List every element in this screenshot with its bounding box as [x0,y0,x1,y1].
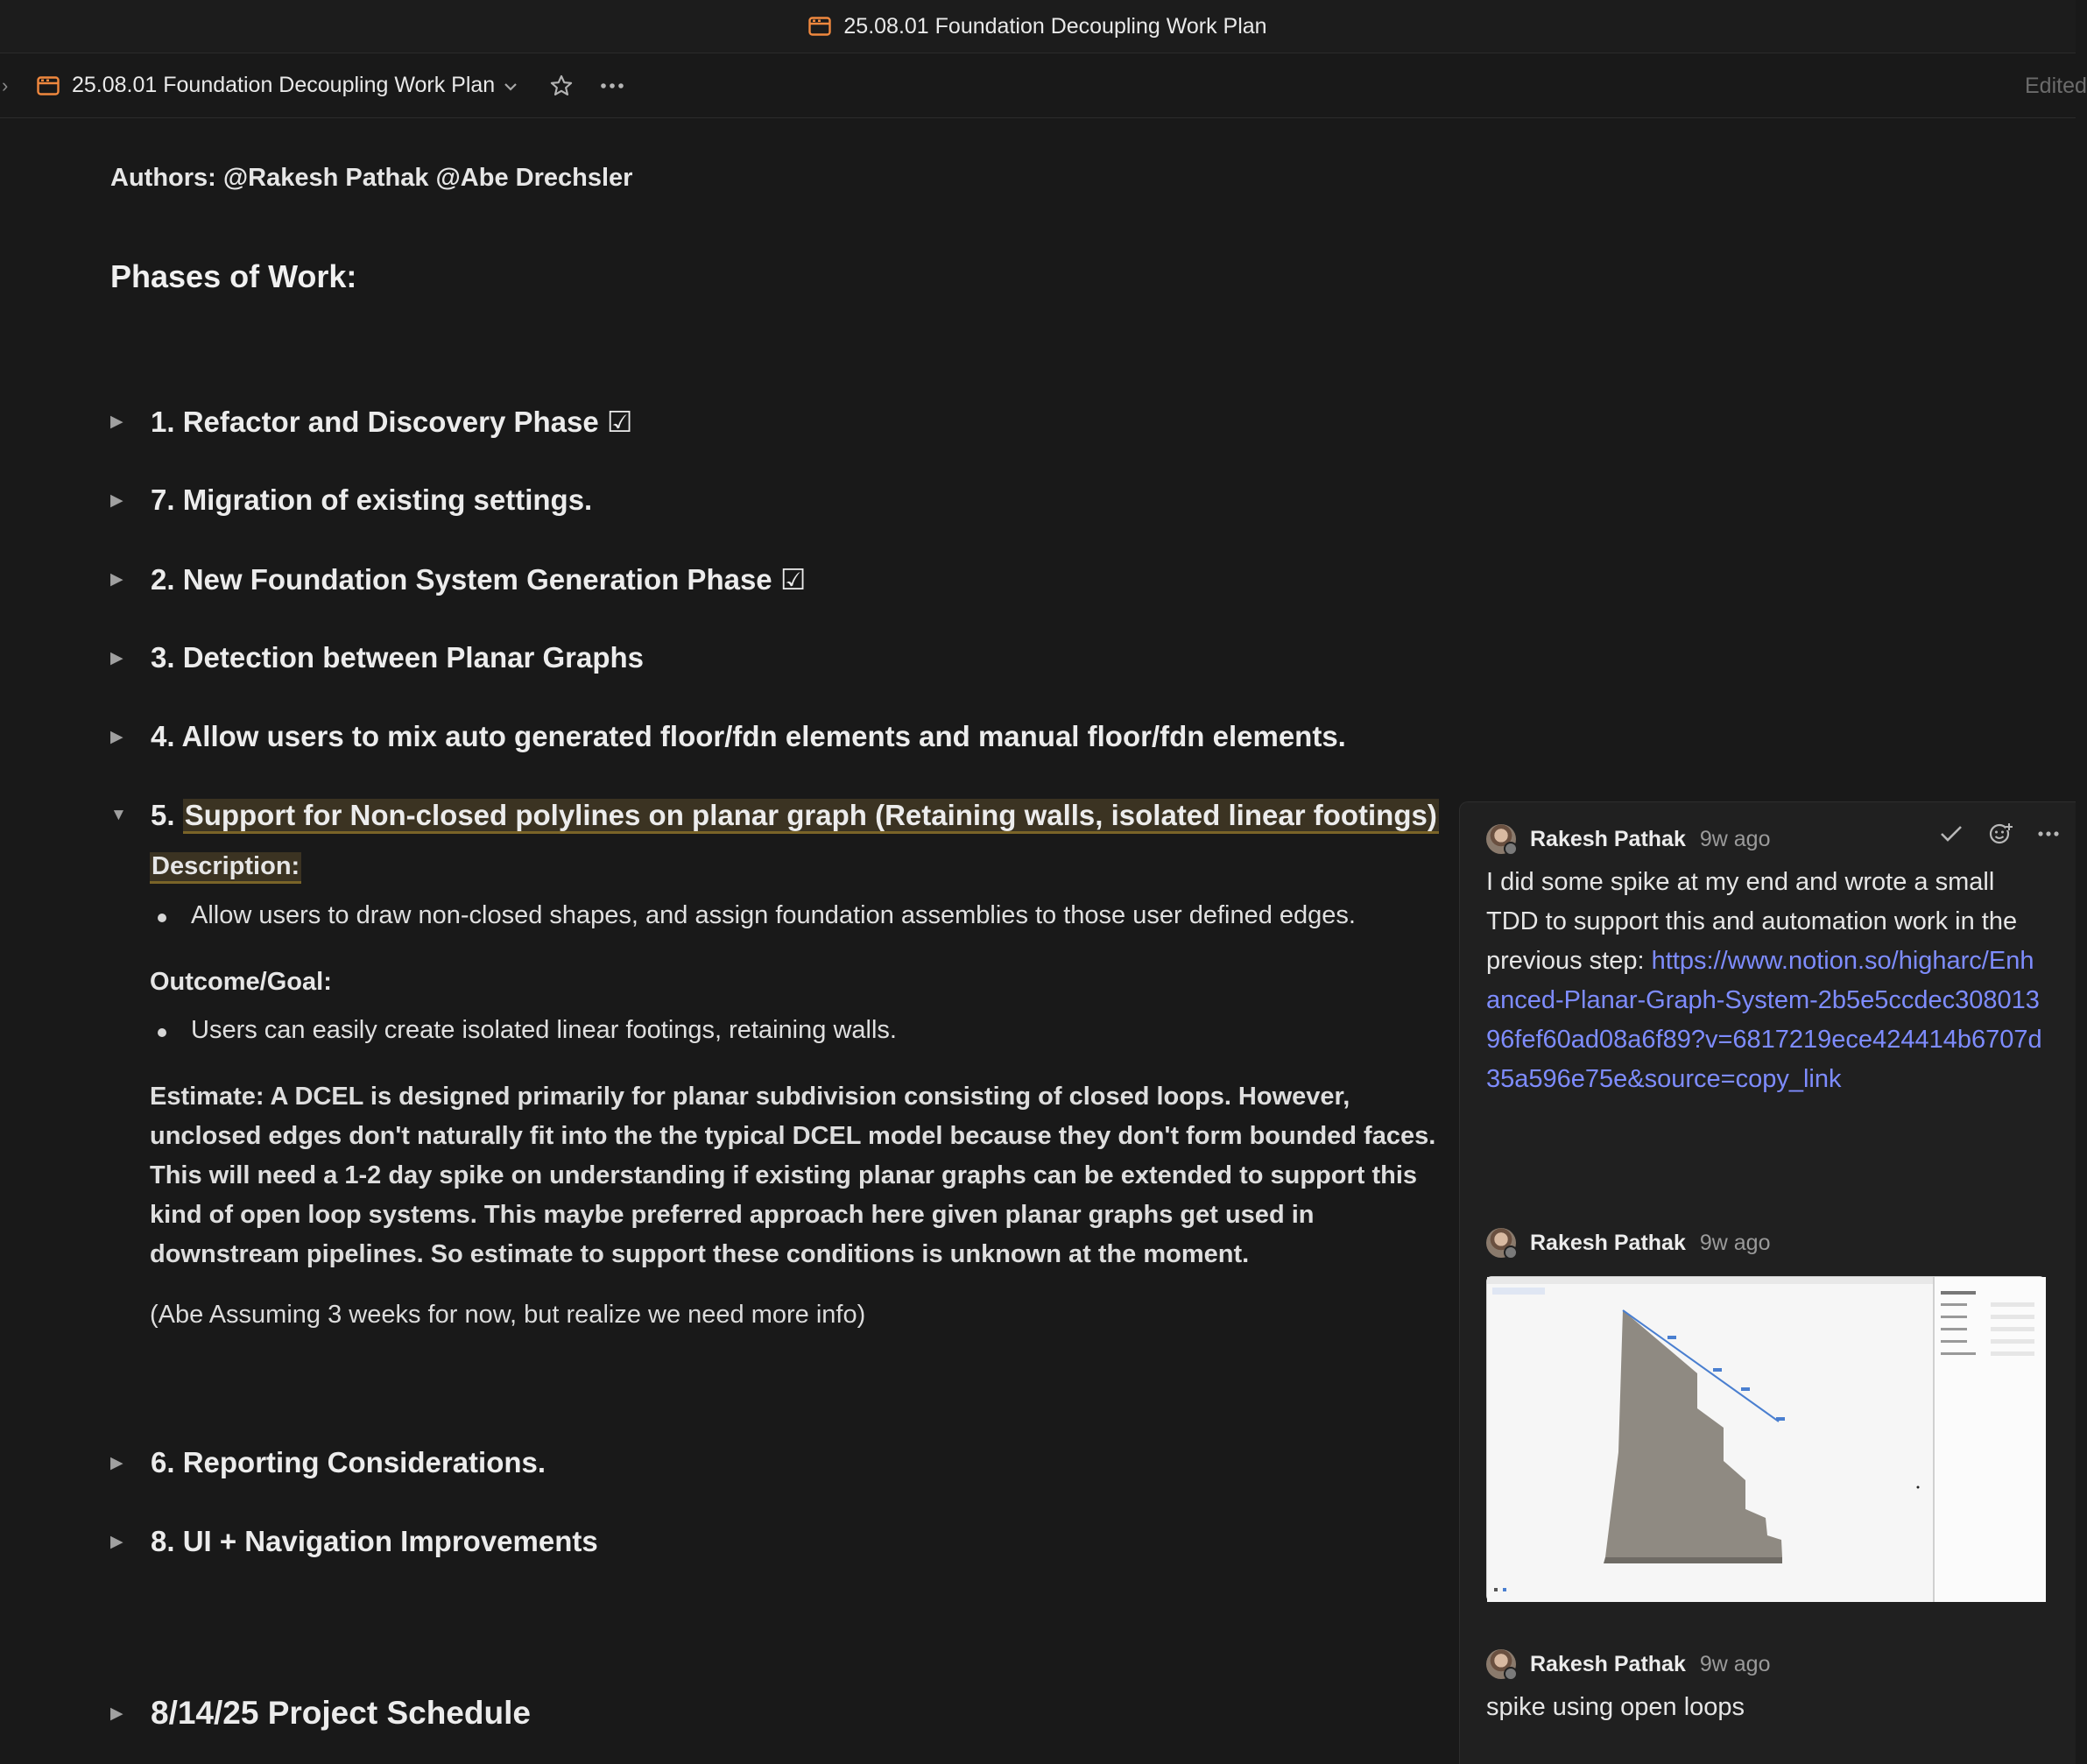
comment-header [1486,824,1771,854]
favorite-star-icon[interactable] [549,74,574,98]
toggle-phase-1[interactable] [110,405,632,439]
calendar-doc-icon [808,16,831,37]
document-body [0,118,1454,1764]
comment-header [1486,1649,1771,1679]
sidebar-expand-chevron-icon[interactable]: › [2,74,9,96]
toggle-title: 1. Refactor and Discovery Phase ☑ [151,406,633,438]
toggle-title: 2. New Foundation System Generation Phase ☑ [151,563,807,596]
window-title: 25.08.01 Foundation Decoupling Work Plan [843,13,1267,39]
chevron-down-icon[interactable] [504,73,518,98]
toggle-expanded-icon[interactable]: ▼ [110,806,127,824]
avatar[interactable] [1486,1649,1516,1679]
edited-status: Edited [2025,73,2087,98]
toggle-title: 8. UI + Navigation Improvements [151,1525,598,1557]
list-item [158,1016,897,1045]
outcome-bullet: Users can easily create isolated linear footings, retaining walls. [191,1016,897,1044]
toggle-phase-8[interactable] [110,1525,598,1558]
toggle-title: 8/14/25 Project Schedule [151,1695,531,1731]
phases-heading: Phases of Work: [110,258,357,294]
toggle-title: 6. Reporting Considerations. [151,1446,546,1478]
comment-more-icon[interactable] [2037,830,2060,837]
add-reaction-icon[interactable] [1988,822,2013,846]
retaining-wall-screenshot-image [1487,1277,2046,1602]
toggle-title: 3. Detection between Planar Graphs [151,641,644,674]
estimate-paragraph: Estimate: A DCEL is designed primarily for planar subdivision consisting of closed loops. However, unclosed edges don't naturally fit into the the typical DCEL model because they don't form bounded faces. This will need a 1-2 day spike on understanding if existing planar graphs can be extended to support this kind of open loop systems. This maybe preferred approach here given planar graphs get used in downstream pipelines. So estimate to support these conditions is unknown at the moment. [150,1083,1436,1268]
comment-time: 9w ago [1699,1651,1771,1676]
comment-thread-panel [1459,801,2076,1764]
toggle-collapsed-icon[interactable]: ▶ [110,570,123,589]
comment-body [1486,863,2047,1099]
comment-header [1486,1228,1771,1258]
comment-actions [1939,822,2060,846]
toggle-collapsed-icon[interactable]: ▶ [110,648,123,667]
comment-time: 9w ago [1699,1230,1771,1255]
toggle-collapsed-icon[interactable]: ▶ [110,1704,123,1723]
highlighted-title-text: Support for Non-closed polylines on planar graph (Retaining walls, isolated linear footings) [183,799,1439,834]
comment-author[interactable]: Rakesh Pathak [1530,1651,1686,1676]
bullet-dot [158,1028,166,1037]
toggle-project-schedule[interactable] [110,1695,531,1732]
outcome-label: Outcome/Goal: [150,968,332,996]
comment-author[interactable]: Rakesh Pathak [1530,1230,1686,1255]
toggle-title [151,799,1439,832]
toggle-phase-4[interactable] [110,720,1346,753]
toggle-collapsed-icon[interactable]: ▶ [110,413,123,431]
comment-time: 9w ago [1699,826,1771,851]
window-title-bar [0,0,2076,53]
toggle-title: 7. Migration of existing settings. [151,483,593,516]
toggle-collapsed-icon[interactable]: ▶ [110,727,123,746]
comment-image-attachment[interactable] [1486,1276,2045,1601]
toggle-number: 5. [151,799,183,831]
toggle-collapsed-icon[interactable]: ▶ [110,490,123,510]
toggle-title: 4. Allow users to mix auto generated floor/fdn elements and manual floor/fdn elements. [151,720,1346,752]
comment-link[interactable]: https://www.notion.so/higharc/Enhanced-Planar-Graph-System-2b5e5ccdec30801396fef60ad08a6f89?v=6817219ece424414b6707d35a596e75e&source=copy_link [1486,947,2042,1093]
page-toolbar [0,53,2087,118]
comment-author[interactable]: Rakesh Pathak [1530,826,1686,851]
toggle-phase-7[interactable] [110,483,592,517]
comment-body [1486,1688,2047,1727]
comment-text: I did some spike at my end and wrote a small TDD to support this and automation work in the previous step: [1486,868,2018,975]
calendar-doc-icon [37,75,60,96]
avatar[interactable] [1486,1228,1516,1258]
description-label: Description: [150,852,301,884]
comment-text: spike using open loops [1486,1693,1745,1721]
list-item [158,901,1356,930]
avatar[interactable] [1486,824,1516,854]
breadcrumb-page-title: 25.08.01 Foundation Decoupling Work Plan [72,73,496,97]
toggle-phase-5[interactable] [110,799,1439,832]
more-options-icon[interactable] [600,82,624,89]
description-bullet: Allow users to draw non-closed shapes, and assign foundation assemblies to those user defined edges. [191,901,1356,929]
toggle-phase-3[interactable] [110,641,644,674]
toggle-collapsed-icon[interactable]: ▶ [110,1453,123,1472]
toggle-phase-2[interactable] [110,562,806,596]
estimate-note: (Abe Assuming 3 weeks for now, but realize we need more info) [150,1301,866,1329]
authors-line: Authors: @Rakesh Pathak @Abe Drechsler [110,164,633,192]
bullet-dot [158,914,166,922]
resolve-check-icon[interactable] [1939,824,1964,843]
toggle-phase-6[interactable] [110,1446,546,1479]
toggle-collapsed-icon[interactable]: ▶ [110,1532,123,1551]
breadcrumb[interactable] [72,73,518,98]
